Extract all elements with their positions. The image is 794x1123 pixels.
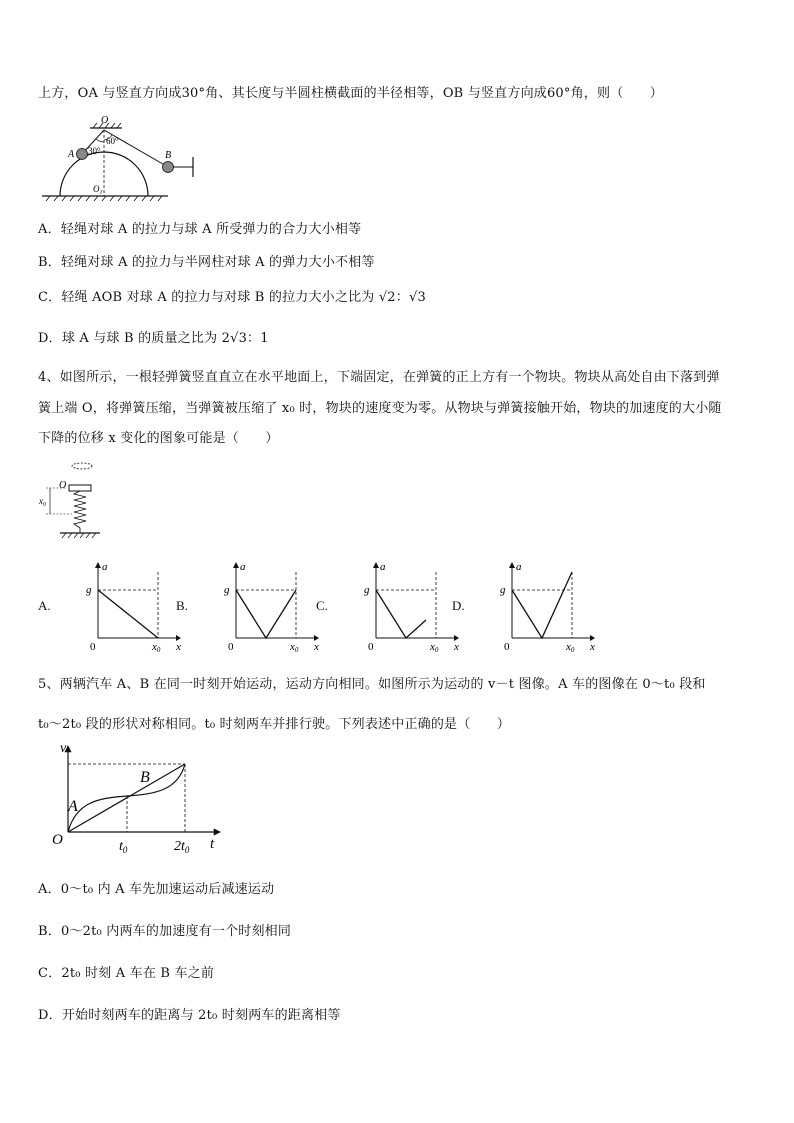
label-x: x bbox=[314, 641, 319, 653]
q3-figure bbox=[38, 112, 208, 204]
label-x: x bbox=[454, 641, 459, 653]
q5-stem-line-1: 5、两辆汽车 A、B 在同一时刻开始运动，运动方向相同。如图所示为运动的 v－t 图像。A 车的图像在 0～t₀ 段和 bbox=[38, 677, 706, 692]
label-a: a bbox=[240, 561, 246, 573]
a-x-curve bbox=[376, 590, 426, 638]
label-x0: x0 bbox=[290, 641, 299, 654]
q4-option-b-graph bbox=[200, 558, 330, 654]
q4-option-a-graph bbox=[62, 558, 192, 654]
label-origin: 0 bbox=[90, 641, 96, 653]
a-x-curve bbox=[98, 590, 158, 638]
label-B: B bbox=[165, 150, 172, 161]
q5-option-b: B．0～2t₀ 内两车的加速度有一个时刻相同 bbox=[38, 924, 292, 939]
label-O1: $O_1$ bbox=[93, 184, 103, 196]
q5-option-c: C．2t₀ 时刻 A 车在 B 车之前 bbox=[38, 966, 215, 981]
label-x0: x0 bbox=[566, 641, 575, 654]
graph-label-O: O bbox=[52, 832, 63, 848]
label-a: a bbox=[102, 561, 108, 573]
q4-spring-figure bbox=[38, 458, 108, 540]
ball-B bbox=[163, 162, 174, 173]
label-g: g bbox=[500, 584, 506, 596]
q5-stem-line-2: t₀～2t₀ 段的形状对称相同。t₀ 时刻两车并排行驶。下列表述中正确的是（ ） bbox=[38, 717, 511, 732]
label-g: g bbox=[224, 584, 230, 596]
q3-option-c: C．轻绳 AOB 对球 A 的拉力与对球 B 的拉力大小之比为 √2：√3 bbox=[38, 290, 426, 305]
label-g: g bbox=[364, 584, 370, 596]
a-axis-arrow bbox=[509, 562, 515, 568]
graph-label-A: A bbox=[68, 798, 78, 815]
ball-A bbox=[77, 149, 88, 160]
q5-option-d: D．开始时刻两车的距离与 2t₀ 时刻两车的距离相等 bbox=[38, 1008, 341, 1023]
label-x: x bbox=[590, 641, 595, 653]
a-axis-arrow bbox=[373, 562, 379, 568]
q4-stem-line-2: 簧上端 O，将弹簧压缩，当弹簧被压缩了 x₀ 时，物块的速度变为零。从物块与弹簧接触开始，物块的加速度的大小随 bbox=[38, 401, 722, 416]
a-axis-arrow bbox=[233, 562, 239, 568]
a-axis-arrow bbox=[95, 562, 101, 568]
line-B bbox=[68, 764, 185, 832]
graph-label-t: t bbox=[210, 836, 215, 852]
q5-vt-graph bbox=[48, 740, 238, 858]
label-a: a bbox=[516, 561, 522, 573]
q3-option-b: B．轻绳对球 A 的拉力与半网柱对球 A 的弹力大小不相等 bbox=[38, 255, 375, 270]
block-dashed bbox=[72, 463, 92, 469]
spring-label-x0: $x_0$ bbox=[39, 496, 46, 508]
spring-label-O: O bbox=[59, 480, 67, 491]
label-g: g bbox=[86, 584, 92, 596]
label-O: O bbox=[101, 115, 109, 126]
label-a: a bbox=[380, 561, 386, 573]
label-origin: 0 bbox=[504, 641, 510, 653]
label-30: 30° bbox=[88, 146, 101, 156]
q5-option-a: A．0～t₀ 内 A 车先加速运动后减速运动 bbox=[38, 882, 275, 897]
q4-stem-line-1: 4、如图所示，一根轻弹簧竖直直立在水平地面上，下端固定，在弹簧的正上方有一个物块。物块从高处自由下落到弹 bbox=[38, 370, 720, 385]
spring-ground-hatch bbox=[62, 533, 96, 538]
label-origin: 0 bbox=[228, 641, 234, 653]
q4-option-d-label: D. bbox=[452, 598, 465, 613]
angle-arc-30 bbox=[96, 139, 104, 142]
label-x: x bbox=[176, 641, 181, 653]
q4-option-b-label: B. bbox=[176, 598, 188, 613]
spring-coil bbox=[74, 491, 86, 528]
q3-stem: 上方，OA 与竖直方向成30°角、其长度与半圆柱横截面的半径相等，OB 与竖直方向成60°角，则（ ） bbox=[38, 86, 664, 101]
label-origin: 0 bbox=[368, 641, 374, 653]
q3-option-d: D．球 A 与球 B 的质量之比为 2√3：1 bbox=[38, 331, 269, 346]
spring-top-plate bbox=[69, 485, 91, 491]
q4-option-a-label: A. bbox=[38, 598, 51, 613]
q3-option-a: A．轻绳对球 A 的拉力与球 A 所受弹力的合力大小相等 bbox=[38, 222, 362, 237]
q4-stem-line-3: 下降的位移 x 变化的图象可能是（ ） bbox=[38, 431, 279, 446]
q4-option-c-label: C. bbox=[316, 598, 328, 613]
ground-hatch bbox=[46, 196, 162, 201]
a-x-curve bbox=[512, 572, 572, 638]
label-60: 60° bbox=[106, 136, 119, 146]
graph-label-B: B bbox=[140, 769, 150, 786]
label-x0: x0 bbox=[152, 641, 161, 654]
q4-option-d-graph bbox=[476, 558, 606, 654]
graph-label-t0: $t_0$ bbox=[119, 839, 128, 855]
graph-label-2t0: $2t_0$ bbox=[174, 839, 190, 855]
label-A: A bbox=[68, 149, 75, 160]
graph-label-v: v bbox=[60, 741, 67, 756]
a-x-curve bbox=[236, 590, 296, 638]
label-x0: x0 bbox=[430, 641, 439, 654]
q4-option-c-graph bbox=[340, 558, 470, 654]
